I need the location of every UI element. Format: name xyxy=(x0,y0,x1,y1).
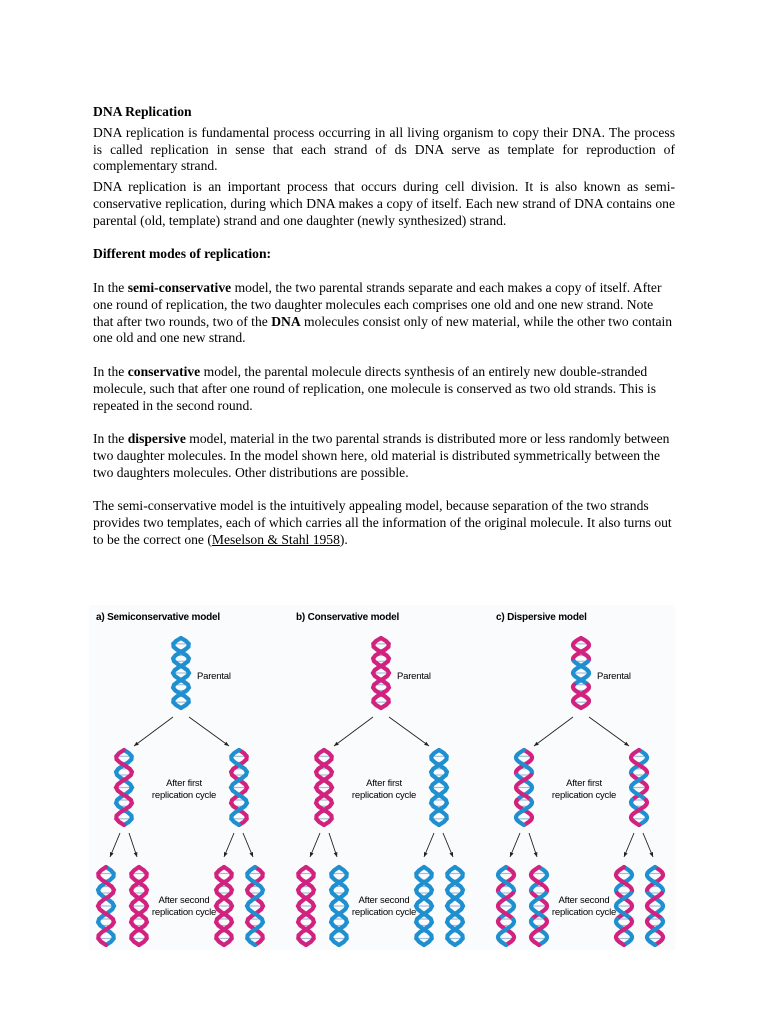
arrow xyxy=(110,833,120,857)
dna-helix xyxy=(516,750,532,825)
dna-helix xyxy=(173,638,189,708)
dna-helix xyxy=(247,867,263,945)
arrow xyxy=(643,833,653,857)
dna-helix xyxy=(116,750,132,825)
conservative-paragraph: In the conservative model, the parental molecule directs synthesis of an entirely new double-stranded molecule, such that after one round of replication, one molecule is conserved as two old strands. This is repeated in the second round. xyxy=(93,363,656,413)
document-title: DNA Replication xyxy=(93,104,192,119)
first-cycle-label: After first replication cycle xyxy=(351,778,417,801)
arrow xyxy=(534,717,573,746)
arrow xyxy=(310,833,320,857)
arrow xyxy=(510,833,520,857)
dna-helix xyxy=(98,867,114,945)
arrow xyxy=(243,833,253,857)
semi-conservative-paragraph: In the semi-conservative model, the two parental strands separate and each makes a copy of itself. After one round of replication, the two daughter molecules each comprises one old and one new strand. Note that after two rounds, two of the DNA molecules consist only of new material, while the other two contain one old and one new strand. xyxy=(93,279,673,346)
arrow xyxy=(129,833,137,857)
panel-title: c) Dispersive model xyxy=(496,612,587,623)
dna-helix xyxy=(631,750,647,825)
dispersive-paragraph: In the dispersive model, material in the two parental strands is distributed more or less randomly between two daughter molecules. In the model shown here, old material is distributed symmetrically between the two daughters molecules. Other distributions are possible. xyxy=(93,431,670,480)
first-cycle-label: After first replication cycle xyxy=(551,778,617,801)
panel-title: b) Conservative model xyxy=(296,612,400,623)
dna-helix xyxy=(573,638,589,708)
intro-paragraph-2: DNA replication is an important process that occurs during cell division. It is also known as semi-conservative replication, during which DNA makes a copy of itself. Each new strand of DNA contains one parental (old, template) strand and one daughter (newly synthesized) strand. xyxy=(93,179,675,228)
conservative-panel xyxy=(289,605,484,950)
first-cycle-label: After first replication cycle xyxy=(151,778,217,801)
replication-models-figure xyxy=(89,605,675,950)
dna-helix xyxy=(447,867,463,945)
arrow xyxy=(334,717,373,746)
arrow xyxy=(189,717,229,746)
dispersive-panel xyxy=(489,605,684,950)
dna-helix xyxy=(231,750,247,825)
second-cycle-label: After second replication cycle xyxy=(151,895,217,918)
intro-paragraph-1: DNA replication is fundamental process occurring in all living organism to copy their DNA. The process is called replication in sense that each strand of ds DNA serve as template for reproduction of complementary strand. xyxy=(93,124,675,174)
arrow xyxy=(624,833,634,857)
dna-helix xyxy=(316,750,332,825)
parental-label: Parental xyxy=(397,671,431,682)
conclusion-paragraph: The semi-conservative model is the intuitively appealing model, because separation of the two strands provides two templates, each of which carries all the information of the original molecule. It also turns out to be the correct one (Meselson & Stahl 1958). xyxy=(93,498,672,547)
arrow xyxy=(424,833,434,857)
document-body xyxy=(93,104,675,549)
arrow xyxy=(224,833,234,857)
dna-helix xyxy=(373,638,389,708)
dna-helix xyxy=(431,750,447,825)
arrow xyxy=(529,833,537,857)
dna-helix xyxy=(331,867,347,945)
modes-heading: Different modes of replication: xyxy=(93,246,272,262)
semiconservative-panel xyxy=(89,605,284,950)
arrow xyxy=(134,717,173,746)
arrow xyxy=(589,717,629,746)
dna-helix xyxy=(298,867,314,945)
meselson-stahl-link[interactable]: Meselson & Stahl 1958 xyxy=(211,531,340,547)
second-cycle-label: After second replication cycle xyxy=(351,895,417,918)
dna-helix xyxy=(498,867,514,945)
dna-helix xyxy=(647,867,663,945)
arrow xyxy=(389,717,429,746)
parental-label: Parental xyxy=(597,671,631,682)
panel-title: a) Semiconservative model xyxy=(96,612,220,623)
arrow xyxy=(443,833,453,857)
dna-helix xyxy=(531,867,547,945)
second-cycle-label: After second replication cycle xyxy=(551,895,617,918)
arrow xyxy=(329,833,337,857)
parental-label: Parental xyxy=(197,671,231,682)
dna-helix xyxy=(131,867,147,945)
